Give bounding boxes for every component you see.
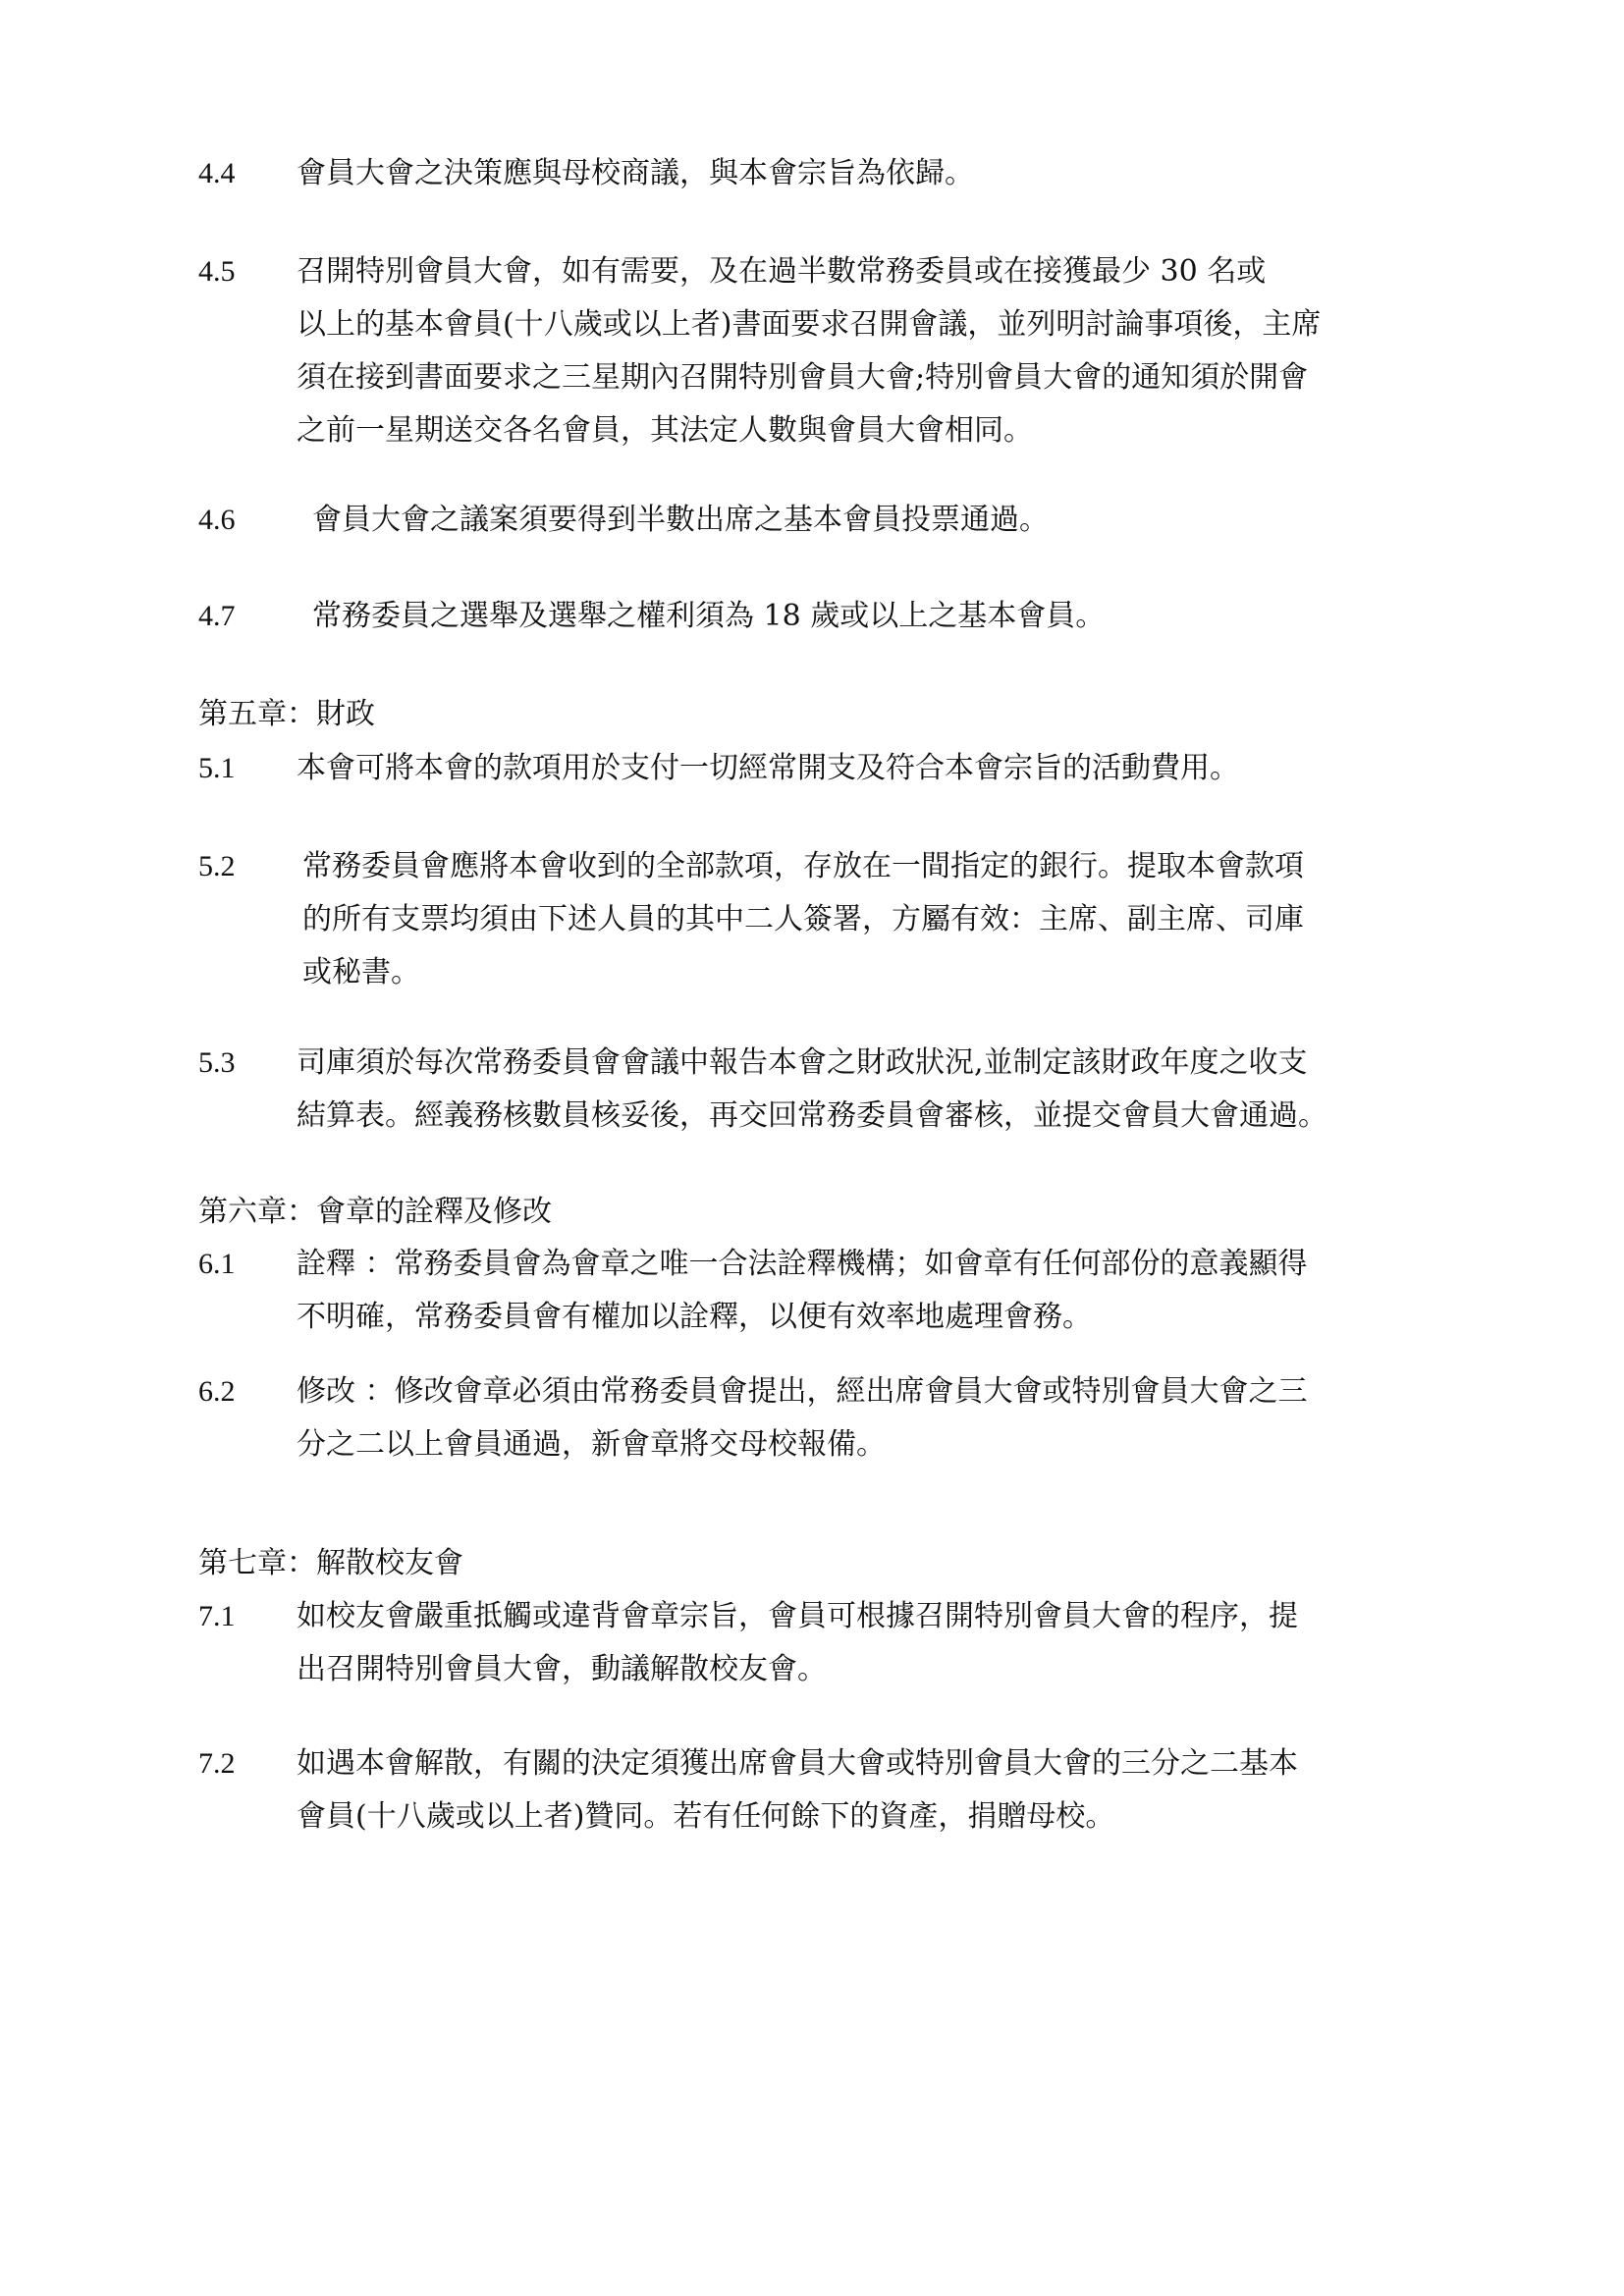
clause-line: 結算表。經義務核數員核妥後，再交回常務委員會審核，並提交會員大會通過。	[297, 1098, 1327, 1133]
clause-line: 如遇本會解散，有關的決定須獲出席會員大會或特別會員大會的三分之二基本	[297, 1746, 1298, 1781]
clause-line: 本會可將本會的款項用於支付一切經常開支及符合本會宗旨的活動費用。	[297, 751, 1239, 785]
clause-line: 常務委員會應將本會收到的全部款項，存放在一間指定的銀行。提取本會款項	[302, 849, 1304, 883]
clause-text	[297, 1238, 1435, 1344]
clause-text	[297, 1737, 1435, 1843]
chapter-title-6: 第六章：會章的詮釋及修改	[198, 1195, 552, 1229]
clause-number: 5.2	[198, 850, 236, 882]
clause-number: 4.6	[198, 504, 236, 536]
clause-line: 常務委員之選舉及選舉之權利須為 18 歲或以上之基本會員。	[312, 599, 1106, 633]
clause-text	[297, 1365, 1435, 1471]
clause-line: 召開特別會員大會，如有需要，及在過半數常務委員或在接獲最少 30 名或	[297, 254, 1267, 289]
clause-line: 詮釋 ：常務委員會為會章之唯一合法詮釋機構；如會章有任何部份的意義顯得	[297, 1247, 1308, 1281]
chapter-title-7: 第七章：解散校友會	[198, 1546, 463, 1580]
clause-line: 不明確，常務委員會有權加以詮釋，以便有效率地處理會務。	[297, 1300, 1092, 1334]
clause-line: 之前一星期送交各名會員，其法定人數與會員大會相同。	[297, 413, 1033, 448]
clause-number: 4.7	[198, 600, 236, 632]
clause-line: 或秘書。	[302, 955, 420, 989]
clause-line: 出召開特別會員大會，動議解散校友會。	[297, 1652, 827, 1686]
clause-line: 分之二以上會員通過，新會章將交母校報備。	[297, 1427, 886, 1462]
clause-text	[297, 1590, 1435, 1696]
clause-number: 5.1	[198, 752, 236, 784]
clause-number: 6.1	[198, 1248, 236, 1280]
clause-number: 4.4	[198, 157, 236, 189]
clause-text	[297, 245, 1435, 457]
clause-number: 4.5	[198, 255, 236, 288]
clause-line: 的所有支票均須由下述人員的其中二人簽署，方屬有效：主席、副主席、司庫	[302, 902, 1304, 936]
clause-text	[302, 840, 1441, 999]
clause-text	[297, 147, 1435, 200]
clause-number: 6.2	[198, 1375, 236, 1408]
clause-text	[297, 1037, 1435, 1143]
clause-number: 5.3	[198, 1046, 236, 1079]
clause-line: 司庫須於每次常務委員會會議中報告本會之財政狀況,並制定該財政年度之收支	[297, 1045, 1308, 1080]
clause-line: 修改 ：修改會章必須由常務委員會提出，經出席會員大會或特別會員大會之三	[297, 1374, 1308, 1409]
chapter-title-5: 第五章：財政	[198, 697, 375, 731]
clause-line: 會員大會之決策應與母校商議，與本會宗旨為依歸。	[297, 156, 974, 190]
clause-line: 會員大會之議案須要得到半數出席之基本會員投票通過。	[312, 503, 1049, 537]
clause-text	[297, 742, 1435, 795]
clause-line: 須在接到書面要求之三星期內召開特別會員大會;特別會員大會的通知須於開會	[297, 360, 1309, 395]
clause-line: 以上的基本會員(十八歲或以上者)書面要求召開會議，並列明討論事項後，主席	[297, 307, 1322, 342]
clause-text	[312, 494, 1451, 547]
clause-line: 會員(十八歲或以上者)贊同。若有任何餘下的資產，捐贈母校。	[297, 1799, 1115, 1834]
clause-number: 7.2	[198, 1747, 236, 1780]
clause-text	[312, 590, 1451, 643]
clause-line: 如校友會嚴重抵觸或違背會章宗旨，會員可根據召開特別會員大會的程序，提	[297, 1599, 1298, 1633]
clause-number: 7.1	[198, 1600, 236, 1632]
